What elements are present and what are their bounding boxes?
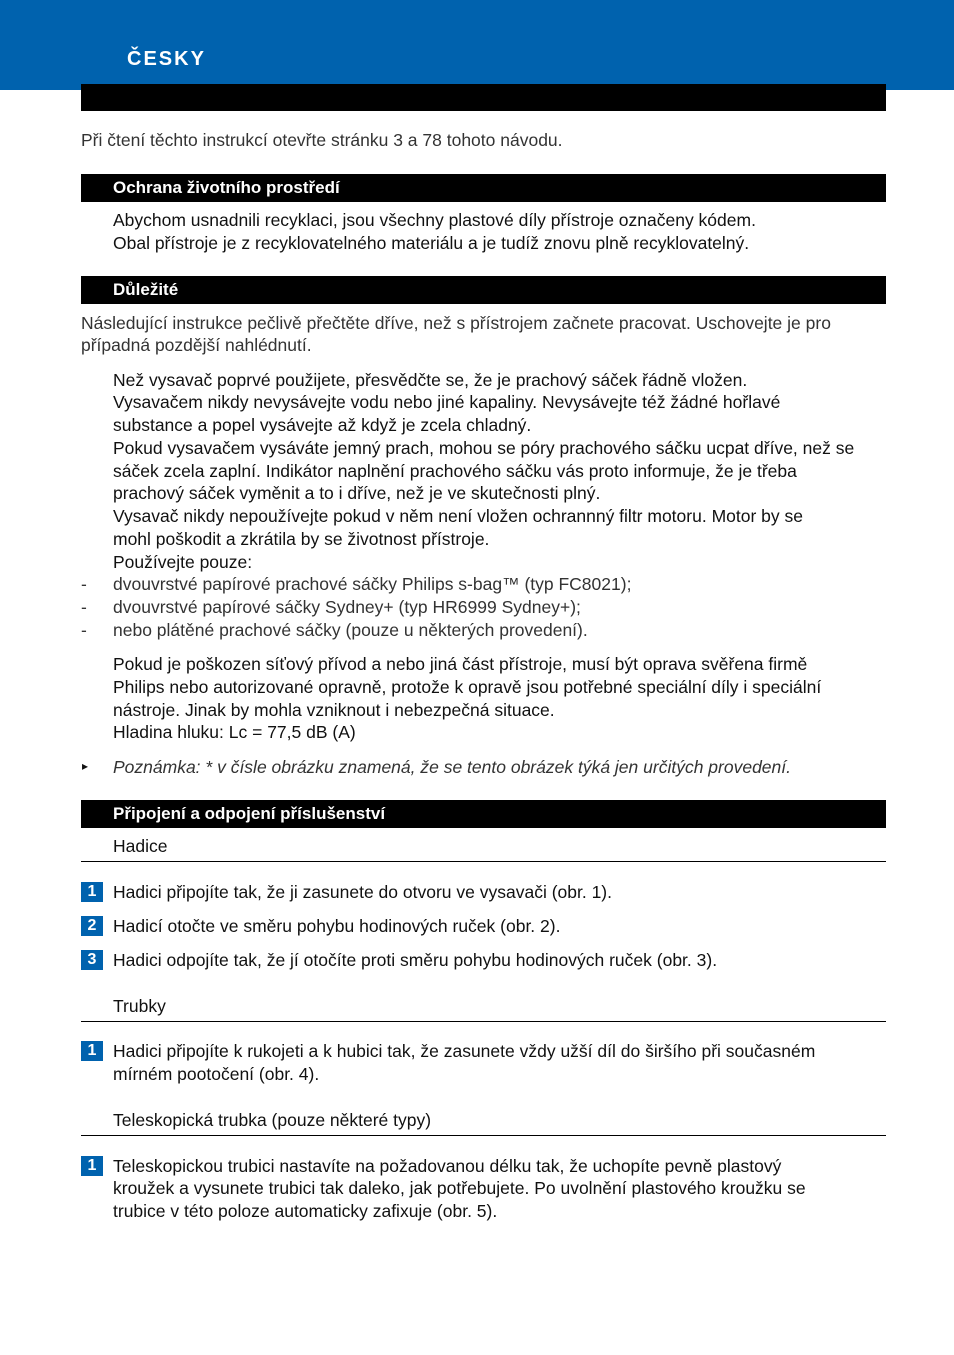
important-intro-line-2: případná pozdější nahlédnutí.	[81, 335, 312, 355]
note-arrow-icon: ▸	[82, 759, 89, 773]
important-line-9: Používejte pouze:	[113, 552, 253, 572]
important-line-5: sáček zcela zaplní. Indikátor naplnění prachového sáčku vás proto informuje, že je třeba	[113, 461, 797, 481]
hose-rule	[81, 861, 886, 862]
telescopic-step-1-line-3: trubice v této poloze automaticky zafixuje (obr. 5).	[113, 1201, 498, 1221]
language-label: ČESKY	[127, 48, 206, 70]
tubes-step-1-line-1: Hadici připojíte k rukojeti a k hubici tak, že zasunete vždy užší díl do širšího při současném	[113, 1041, 816, 1061]
important-line-1: Než vysavač poprvé použijete, přesvědčte se, že je prachový sáček řádně vložen.	[113, 370, 748, 390]
list-dash-2: -	[81, 597, 87, 617]
repair-line-1: Pokud je poškozen síťový přívod a nebo jiná část přístroje, musí být oprava svěřena firmě	[113, 654, 808, 674]
telescopic-step-1-number: 1	[81, 1156, 103, 1176]
tubes-heading: Trubky	[113, 996, 166, 1016]
section-accessories-title: Připojení a odpojení příslušenství	[81, 800, 886, 828]
telescopic-step-1-line-2: kroužek a vysunete trubici tak daleko, jak potřebujete. Po uvolnění plastového kroužku se	[113, 1178, 806, 1198]
telescopic-rule	[81, 1135, 886, 1136]
important-line-8: mohl poškodit a zkrátila by se životnost přístroje.	[113, 529, 490, 549]
important-line-2: Vysavačem nikdy nevysávejte vodu nebo jiné kapaliny. Nevysávejte též žádné hořlavé	[113, 392, 781, 412]
hose-step-3-text: Hadici odpojíte tak, že jí otočíte proti směru pohybu hodinových ruček (obr. 3).	[113, 950, 718, 970]
list-dash-1: -	[81, 574, 87, 594]
list-item-2: dvouvrstvé papírové sáčky Sydney+ (typ HR6999 Sydney+);	[113, 597, 581, 617]
hose-step-1-text: Hadici připojíte tak, že ji zasunete do otvoru ve vysavači (obr. 1).	[113, 882, 612, 902]
list-item-3: nebo plátěné prachové sáčky (pouze u některých provedení).	[113, 620, 588, 640]
intro-text: Při čtení těchto instrukcí otevřte stránku 3 a 78 tohoto návodu.	[81, 130, 563, 150]
note-text: Poznámka: * v čísle obrázku znamená, že se tento obrázek týká jen určitých provedení.	[113, 757, 791, 777]
env-line-1: Abychom usnadnili recyklaci, jsou všechny plastové díly přístroje označeny kódem.	[113, 210, 756, 230]
hose-step-2-number: 2	[81, 916, 103, 936]
env-line-2: Obal přístroje je z recyklovatelného materiálu a je tudíž znovu plně recyklovatelný.	[113, 233, 750, 253]
list-dash-3: -	[81, 620, 87, 640]
hose-step-2-text: Hadicí otočte ve směru pohybu hodinových ruček (obr. 2).	[113, 916, 561, 936]
header-band	[0, 0, 954, 90]
telescopic-step-1-line-1: Teleskopickou trubici nastavíte na požadovanou délku tak, že uchopíte pevně plastový	[113, 1156, 782, 1176]
tubes-rule	[81, 1021, 886, 1022]
noise-level: Hladina hluku: Lc = 77,5 dB (A)	[113, 722, 356, 742]
hose-step-3-number: 3	[81, 950, 103, 970]
telescopic-heading: Teleskopická trubka (pouze některé typy)	[113, 1110, 432, 1130]
important-line-6: prachový sáček vyměnit a to i dříve, než je ve skutečnosti plný.	[113, 483, 601, 503]
important-line-7: Vysavač nikdy nepoužívejte pokud v něm není vložen ochrannný filtr motoru. Motor by se	[113, 506, 803, 526]
section-environment-title: Ochrana životního prostředí	[81, 174, 886, 202]
repair-line-3: nástroje. Jinak by mohla vzniknout i nebezpečná situace.	[113, 700, 555, 720]
hose-step-1-number: 1	[81, 882, 103, 902]
hose-heading: Hadice	[113, 836, 168, 856]
list-item-1: dvouvrstvé papírové prachové sáčky Philips s-bag™ (typ FC8021);	[113, 574, 632, 594]
tubes-step-1-line-2: mírném pootočení (obr. 4).	[113, 1064, 320, 1084]
section-important-title: Důležité	[81, 276, 886, 304]
repair-line-2: Philips nebo autorizované opravně, protože k opravě jsou potřebné speciální díly i speciální	[113, 677, 822, 697]
important-line-3: substance a popel vysávejte až když je zcela chladný.	[113, 415, 532, 435]
important-line-4: Pokud vysavačem vysáváte jemný prach, mohou se póry prachového sáčku ucpat dříve, než se	[113, 438, 855, 458]
header-bar	[81, 84, 886, 111]
tubes-step-1-number: 1	[81, 1041, 103, 1061]
important-intro-line-1: Následující instrukce pečlivě přečtěte dříve, než s přístrojem začnete pracovat. Uschovejte je pro	[81, 313, 831, 333]
